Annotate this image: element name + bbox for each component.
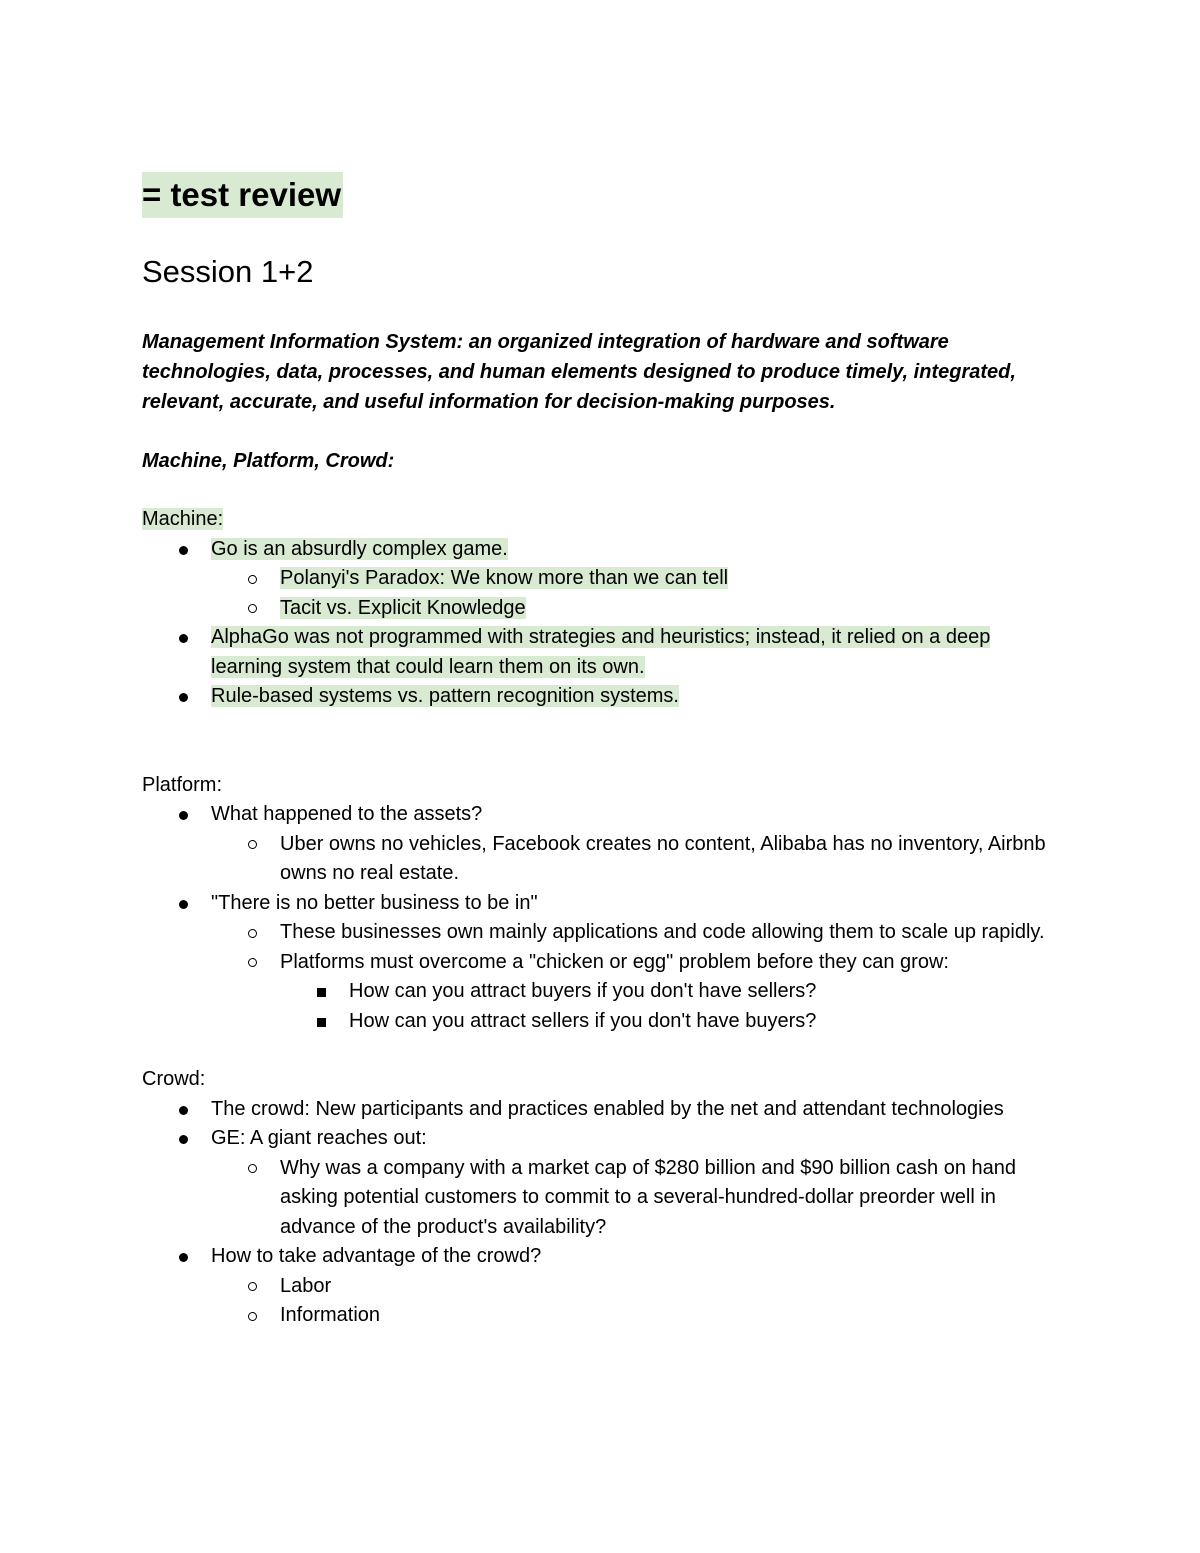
doc-title-wrap bbox=[142, 172, 1062, 218]
platform-sublist bbox=[211, 830, 1062, 889]
platform-item-text: What happened to the assets? bbox=[211, 803, 483, 826]
platform-sublist bbox=[211, 918, 1062, 1036]
session-heading: Session 1+2 bbox=[142, 254, 314, 289]
platform-item-text: "There is no better business to be in" bbox=[211, 891, 538, 914]
bullet-icon bbox=[179, 546, 188, 555]
bullet-icon bbox=[179, 811, 188, 820]
crowd-sublist bbox=[211, 1154, 1062, 1243]
hollow-bullet-icon bbox=[248, 1282, 257, 1291]
square-bullet-icon bbox=[317, 988, 326, 997]
document-page bbox=[142, 172, 1062, 1331]
list-item bbox=[211, 594, 1062, 624]
crowd-heading: Crowd: bbox=[142, 1068, 206, 1091]
list-item bbox=[142, 1095, 1062, 1125]
bullet-icon bbox=[179, 634, 188, 643]
hollow-bullet-icon bbox=[248, 840, 257, 849]
platform-heading: Platform: bbox=[142, 773, 223, 796]
crowd-subitem-text: Why was a company with a market cap of $280 billion and $90 billion cash on hand asking potential customers to commit to a several-hundred-dollar preorder well in advance of the product's availability? bbox=[280, 1156, 1016, 1238]
list-item bbox=[142, 800, 1062, 889]
machine-sublist bbox=[211, 564, 1062, 623]
machine-item-text-line1: AlphaGo was not programmed with strategies and heuristics; instead, it relied on a deep bbox=[211, 626, 991, 649]
list-item bbox=[142, 623, 1062, 682]
machine-item-text: Rule-based systems vs. pattern recognition systems. bbox=[211, 685, 679, 708]
platform-section bbox=[142, 771, 1062, 1037]
hollow-bullet-icon bbox=[248, 958, 257, 967]
platform-subsublist bbox=[280, 977, 1062, 1036]
platform-subitem-text: Platforms must overcome a "chicken or egg" problem before they can grow: bbox=[280, 950, 949, 973]
crowd-item-text: How to take advantage of the crowd? bbox=[211, 1245, 542, 1268]
machine-item-text-line2: learning system that could learn them on its own. bbox=[211, 655, 645, 678]
platform-subsubitem-text: How can you attract sellers if you don't have buyers? bbox=[349, 1009, 817, 1032]
list-item bbox=[280, 1007, 1062, 1037]
doc-title: = test review bbox=[142, 172, 343, 218]
hollow-bullet-icon bbox=[248, 575, 257, 584]
bullet-icon bbox=[179, 1135, 188, 1144]
crowd-item-text: The crowd: New participants and practices enabled by the net and attendant technologies bbox=[211, 1097, 1004, 1120]
machine-list bbox=[142, 535, 1062, 712]
list-item bbox=[211, 564, 1062, 594]
bullet-icon bbox=[179, 1106, 188, 1115]
platform-list bbox=[142, 800, 1062, 1036]
machine-subitem-text: Polanyi's Paradox: We know more than we can tell bbox=[280, 567, 729, 590]
list-item bbox=[211, 830, 1062, 889]
list-item bbox=[142, 682, 1062, 712]
list-item bbox=[142, 1242, 1062, 1331]
hollow-bullet-icon bbox=[248, 1164, 257, 1173]
crowd-subitem-text: Labor bbox=[280, 1274, 332, 1297]
crowd-item-text: GE: A giant reaches out: bbox=[211, 1127, 427, 1150]
list-item bbox=[211, 1301, 1062, 1331]
crowd-sublist bbox=[211, 1272, 1062, 1331]
list-item bbox=[142, 1124, 1062, 1242]
list-item bbox=[211, 948, 1062, 1037]
crowd-subitem-text: Information bbox=[280, 1304, 381, 1327]
bullet-icon bbox=[179, 1253, 188, 1262]
list-item bbox=[142, 535, 1062, 624]
list-item bbox=[142, 889, 1062, 1037]
crowd-section bbox=[142, 1065, 1062, 1331]
hollow-bullet-icon bbox=[248, 929, 257, 938]
crowd-list bbox=[142, 1095, 1062, 1331]
list-item bbox=[211, 918, 1062, 948]
hollow-bullet-icon bbox=[248, 604, 257, 613]
machine-item-text: Go is an absurdly complex game. bbox=[211, 537, 508, 560]
list-item bbox=[280, 977, 1062, 1007]
machine-heading: Machine: bbox=[142, 508, 224, 531]
platform-subitem-text: Uber owns no vehicles, Facebook creates no content, Alibaba has no inventory, Airbnb owns no real estate. bbox=[280, 832, 1046, 885]
bullet-icon bbox=[179, 693, 188, 702]
mpc-heading: Machine, Platform, Crowd: bbox=[142, 450, 395, 473]
square-bullet-icon bbox=[317, 1018, 326, 1027]
machine-section bbox=[142, 505, 1062, 712]
platform-subitem-text: These businesses own mainly applications and code allowing them to scale up rapidly. bbox=[280, 921, 1045, 944]
list-item bbox=[211, 1272, 1062, 1302]
list-item bbox=[211, 1154, 1062, 1243]
platform-subsubitem-text: How can you attract buyers if you don't have sellers? bbox=[349, 980, 817, 1003]
hollow-bullet-icon bbox=[248, 1312, 257, 1321]
mis-definition: Management Information System: an organized integration of hardware and software technologies, data, processes, and human elements designed to produce timely, integrated, relevant, accurate, and useful information for decision-making purposes. bbox=[142, 331, 1016, 413]
machine-subitem-text: Tacit vs. Explicit Knowledge bbox=[280, 596, 526, 619]
bullet-icon bbox=[179, 900, 188, 909]
